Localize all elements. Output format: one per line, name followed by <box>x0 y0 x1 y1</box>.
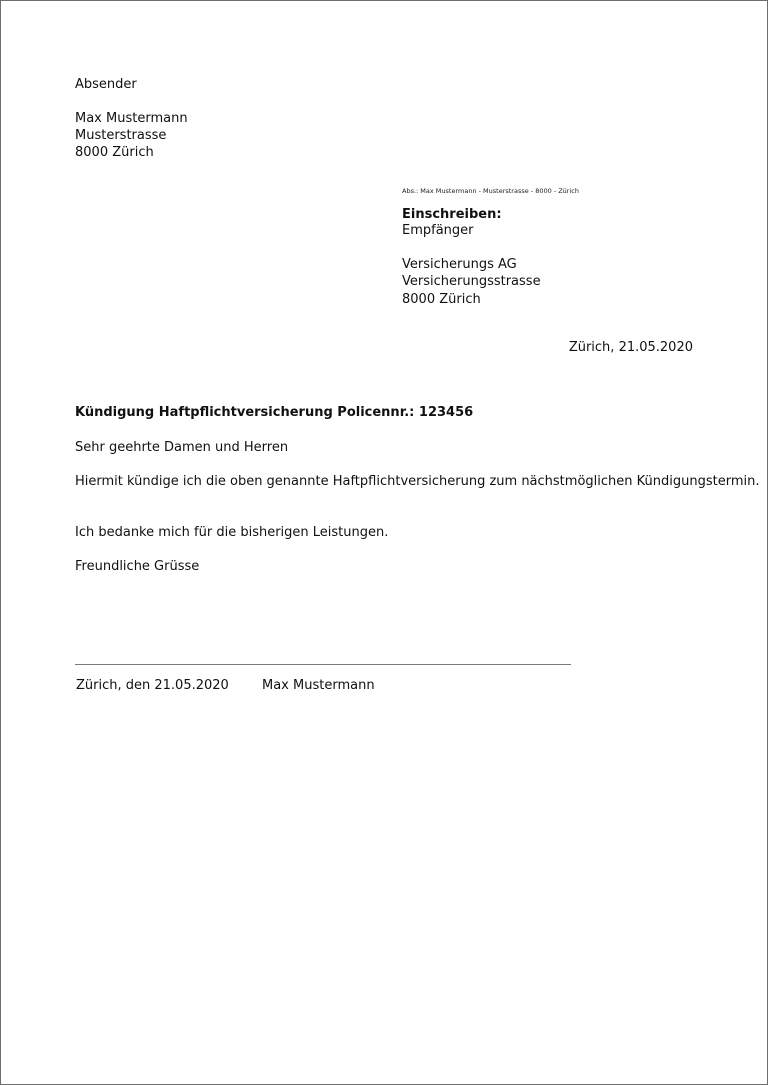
place-date: Zürich, 21.05.2020 <box>568 340 693 355</box>
recipient-city: 8000 Zürich <box>402 292 481 307</box>
sender-street: Musterstrasse <box>75 128 167 143</box>
return-address: Abs.: Max Mustermann - Musterstrasse - 8000 - Zürich <box>402 187 579 195</box>
delivery-type: Einschreiben: <box>402 207 502 222</box>
sender-label: Absender <box>75 77 137 92</box>
recipient-street: Versicherungsstrasse <box>402 274 541 289</box>
signature-line <box>75 664 571 665</box>
closing: Freundliche Grüsse <box>75 559 200 574</box>
subject-line: Kündigung Haftpflichtversicherung Policennr.: 123456 <box>75 405 474 420</box>
sender-city: 8000 Zürich <box>75 145 154 160</box>
body-paragraph-2: Ich bedanke mich für die bisherigen Leistungen. <box>75 525 389 540</box>
recipient-company: Versicherungs AG <box>402 257 517 272</box>
signature-place-date: Zürich, den 21.05.2020 <box>76 678 229 693</box>
sender-name: Max Mustermann <box>75 111 188 126</box>
body-paragraph-1: Hiermit kündige ich die oben genannte Haftpflichtversicherung zum nächstmöglichen Kündigungstermin. <box>75 474 760 489</box>
signature-name: Max Mustermann <box>262 678 375 693</box>
salutation: Sehr geehrte Damen und Herren <box>75 440 289 455</box>
recipient-label: Empfänger <box>402 223 474 238</box>
